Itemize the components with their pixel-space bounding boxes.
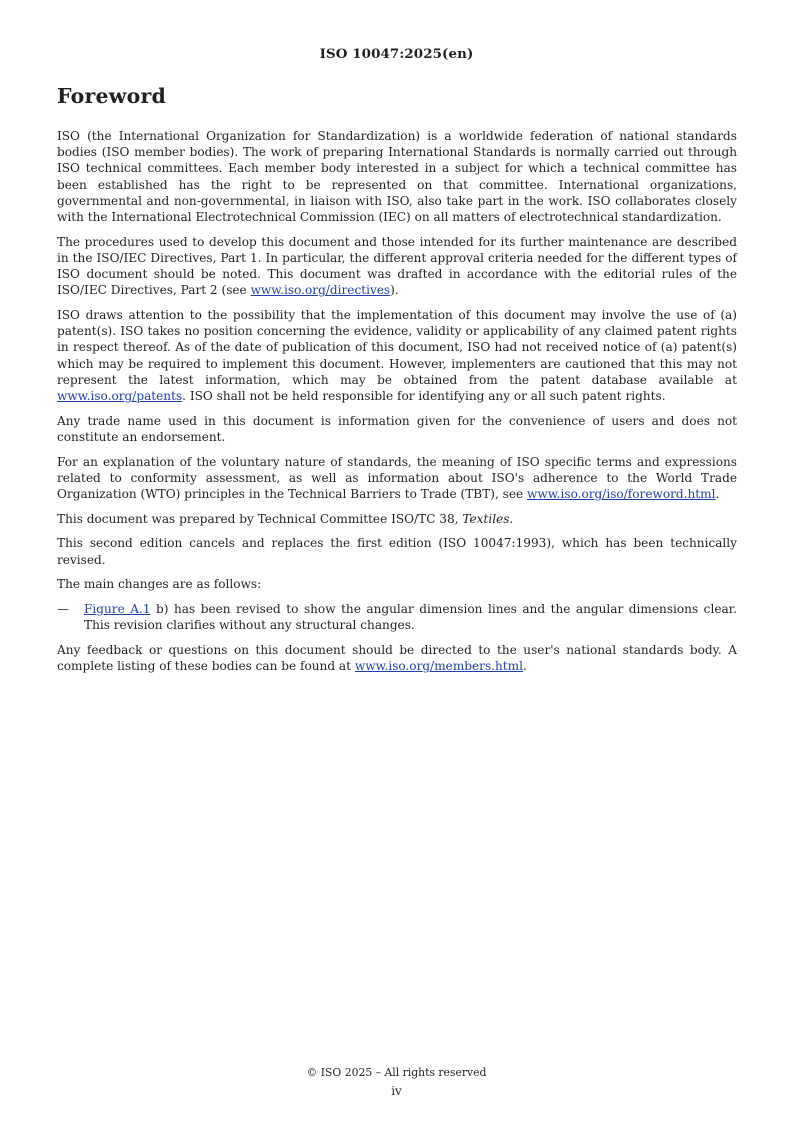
paragraph-text-end: . (509, 511, 514, 526)
figure-a1-link[interactable]: Figure A.1 (84, 602, 151, 617)
paragraph-patents (57, 307, 737, 404)
paragraph-text: The procedures used to develop this document and those intended for its further maintenance are described in the ISO/IEC Directives, Part 1. In particular, the different approval criteria needed for the different types of ISO document should be noted. This document was drafted in accordance with the editorial rules of the ISO/IEC Directives, Part 2 (see (57, 234, 737, 298)
paragraph-voluntary-nature (57, 454, 737, 503)
foreword-body (57, 128, 737, 683)
paragraph-iso-intro: ISO (the International Organization for Standardization) is a worldwide federation of national standards bodies (ISO member bodies). The work of preparing International Standards is normally carried out through ISO technical committees. Each member body interested in a subject for which a technical committee has been established has the right to be represented on that committee. International organizations, governmental and non-governmental, in liaison with ISO, also take part in the work. ISO collaborates closely with the International Electrotechnical Commission (IEC) on all matters of electrotechnical standardization. (57, 129, 737, 225)
foreword-link[interactable]: www.iso.org/iso/foreword.html (527, 487, 716, 502)
paragraph-committee (57, 511, 737, 527)
paragraph-edition: This second edition cancels and replaces the first edition (ISO 10047:1993), which has been technically revised. (57, 536, 737, 567)
list-item (57, 601, 737, 633)
directives-link[interactable]: www.iso.org/directives (250, 283, 391, 298)
committee-name: Textiles (462, 511, 510, 526)
list-dash: — (57, 602, 70, 617)
paragraph-main-changes: The main changes are as follows: (57, 577, 262, 592)
footer-copyright: © ISO 2025 – All rights reserved (306, 1066, 487, 1079)
paragraph-text-end: . ISO shall not be held responsible for identifying any or all such patent rights. (182, 389, 666, 404)
paragraph-text: ISO draws attention to the possibility that the implementation of this document may involve the use of (a) patent(s). ISO takes no position concerning the evidence, validity or applicability of any claimed patent rights in respect thereof. As of the date of publication of this document, ISO had not received notice of (a) patent(s) which may be required to implement this document. However, implementers are cautioned that this may not represent the latest information, which may be obtained from the patent database available at (57, 308, 737, 387)
page-title: Foreword (57, 84, 167, 108)
paragraph-text-end: . (715, 487, 720, 502)
patents-link[interactable]: www.iso.org/patents (57, 389, 183, 404)
list-item-description: b) has been revised to show the angular dimension lines and the angular dimensions clear. This revision clarifies without any structural changes. (84, 602, 737, 633)
paragraph-trade-name: Any trade name used in this document is information given for the convenience of users and does not constitute an endorsement. (57, 413, 737, 444)
paragraph-text: For an explanation of the voluntary nature of standards, the meaning of ISO specific terms and expressions related to conformity assessment, as well as information about ISO's adherence to the World Trade Organization (WTO) principles in the Technical Barriers to Trade (TBT), see (57, 454, 737, 502)
paragraph-feedback (57, 642, 737, 674)
page-number: iv (391, 1084, 402, 1098)
paragraph-text: This document was prepared by Technical Committee ISO/TC 38, (57, 511, 463, 526)
paragraph-text-end: . (523, 659, 527, 674)
paragraph-procedures (57, 234, 737, 299)
members-link[interactable]: www.iso.org/members.html (354, 659, 523, 674)
paragraph-text: Any feedback or questions on this document should be directed to the user's national standards body. A complete listing of these bodies can be found at (57, 642, 737, 674)
list-item-text (84, 601, 737, 633)
document-header: ISO 10047:2025(en) (319, 46, 474, 62)
paragraph-text-end: ). (390, 283, 399, 298)
